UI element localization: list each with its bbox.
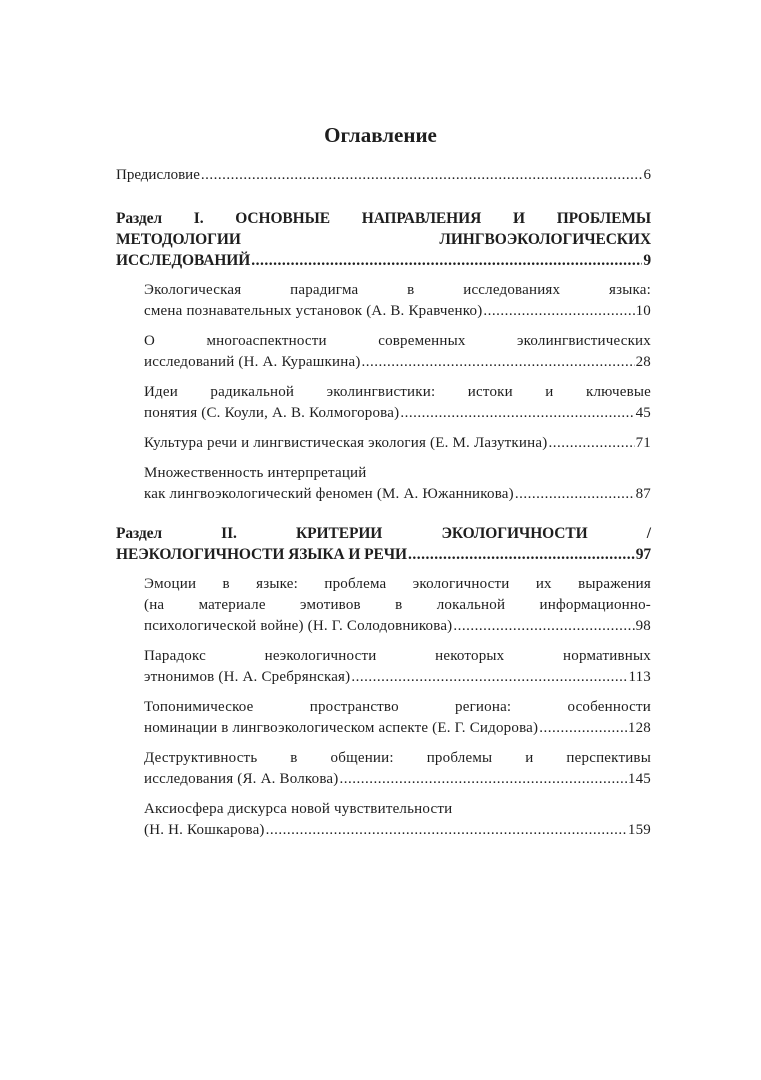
entry-page: 113	[628, 669, 651, 685]
section-1-line-2: МЕТОДОЛОГИИ ЛИНГВОЭКОЛОГИЧЕСКИХ	[116, 231, 651, 248]
entry-page: 159	[627, 822, 651, 838]
leader-dots	[539, 718, 627, 739]
leader-dots	[339, 769, 626, 790]
section-1-line-3: ИССЛЕДОВАНИЙ	[116, 252, 251, 269]
leader-dots	[251, 250, 642, 271]
toc-entry[interactable]	[144, 280, 651, 322]
section-2-line-2: НЕЭКОЛОГИЧНОСТИ ЯЗЫКА И РЕЧИ	[116, 546, 407, 563]
entry-line: исследования (Я. А. Волкова)	[144, 771, 339, 787]
entry-line: Топонимическое пространство региона: особенности	[144, 699, 651, 715]
toc-entry[interactable]	[144, 382, 651, 424]
leader-dots	[408, 544, 635, 565]
section-2-line-1: Раздел II. КРИТЕРИИ ЭКОЛОГИЧНОСТИ /	[116, 525, 651, 542]
entry-page: 87	[635, 486, 651, 502]
entry-page: 128	[627, 720, 651, 736]
leader-dots	[548, 433, 634, 454]
entry-line: О многоаспектности современных эколингвистических	[144, 333, 651, 349]
leader-dots	[201, 165, 643, 186]
entry-line: Аксиосфера дискурса новой чувствительности	[144, 801, 453, 817]
entry-line: номинации в лингвоэкологическом аспекте (Е. Г. Сидорова)	[144, 720, 539, 736]
leader-dots	[266, 820, 627, 841]
entry-page: 145	[627, 771, 651, 787]
entry-line: Культура речи и лингвистическая экология (Е. М. Лазуткина)	[144, 435, 548, 451]
toc-entry[interactable]	[144, 433, 651, 454]
leader-dots	[362, 352, 635, 373]
leader-dots	[515, 484, 635, 505]
leader-dots	[351, 667, 627, 688]
toc-entry[interactable]	[144, 331, 651, 373]
entry-line: Парадокс неэкологичности некоторых нормативных	[144, 648, 651, 664]
entry-line: этнонимов (Н. А. Сребрянская)	[144, 669, 351, 685]
toc-section-2[interactable]	[116, 523, 651, 565]
table-of-contents	[116, 165, 651, 841]
toc-entry[interactable]	[144, 463, 651, 505]
toc-entry[interactable]	[144, 748, 651, 790]
entry-line: Множественность интерпретаций	[144, 465, 367, 481]
toc-entry[interactable]	[144, 697, 651, 739]
entry-line: смена познавательных установок (А. В. Кравченко)	[144, 303, 483, 319]
leader-dots	[483, 301, 634, 322]
entry-page: 71	[635, 435, 651, 451]
entry-page: 98	[635, 618, 651, 634]
entry-line: Идеи радикальной эколингвистики: истоки и ключевые	[144, 384, 651, 400]
entry-line: Деструктивность в общении: проблемы и перспективы	[144, 750, 651, 766]
entry-line: (на материале эмотивов в локальной информационно-	[144, 597, 651, 613]
entry-line: как лингвоэкологический феномен (М. А. Южанникова)	[144, 486, 514, 502]
section-2-page: 97	[635, 546, 651, 563]
entry-page: 28	[635, 354, 651, 370]
toc-entry[interactable]	[144, 574, 651, 637]
entry-line: Экологическая парадигма в исследованиях языка:	[144, 282, 651, 298]
entry-page: 45	[635, 405, 651, 421]
entry-line: понятия (С. Коули, А. В. Колмогорова)	[144, 405, 400, 421]
entry-line: исследований (Н. А. Курашкина)	[144, 354, 361, 370]
toc-preface-page: 6	[643, 167, 651, 183]
leader-dots	[400, 403, 634, 424]
toc-section-1[interactable]	[116, 208, 651, 271]
toc-entry[interactable]	[144, 799, 651, 841]
leader-dots	[453, 616, 634, 637]
entry-line: Эмоции в языке: проблема экологичности их выражения	[144, 576, 651, 592]
section-1-page: 9	[643, 252, 651, 269]
section-1-line-1: Раздел I. ОСНОВНЫЕ НАПРАВЛЕНИЯ И ПРОБЛЕМЫ	[116, 210, 651, 227]
toc-preface-label: Предисловие	[116, 167, 200, 183]
entry-page: 10	[635, 303, 651, 319]
page-title: Оглавление	[324, 123, 437, 147]
entry-line: психологической войне) (Н. Г. Солодовникова)	[144, 618, 453, 634]
toc-preface[interactable]	[116, 165, 651, 186]
toc-entry[interactable]	[144, 646, 651, 688]
entry-line: (Н. Н. Кошкарова)	[144, 822, 265, 838]
